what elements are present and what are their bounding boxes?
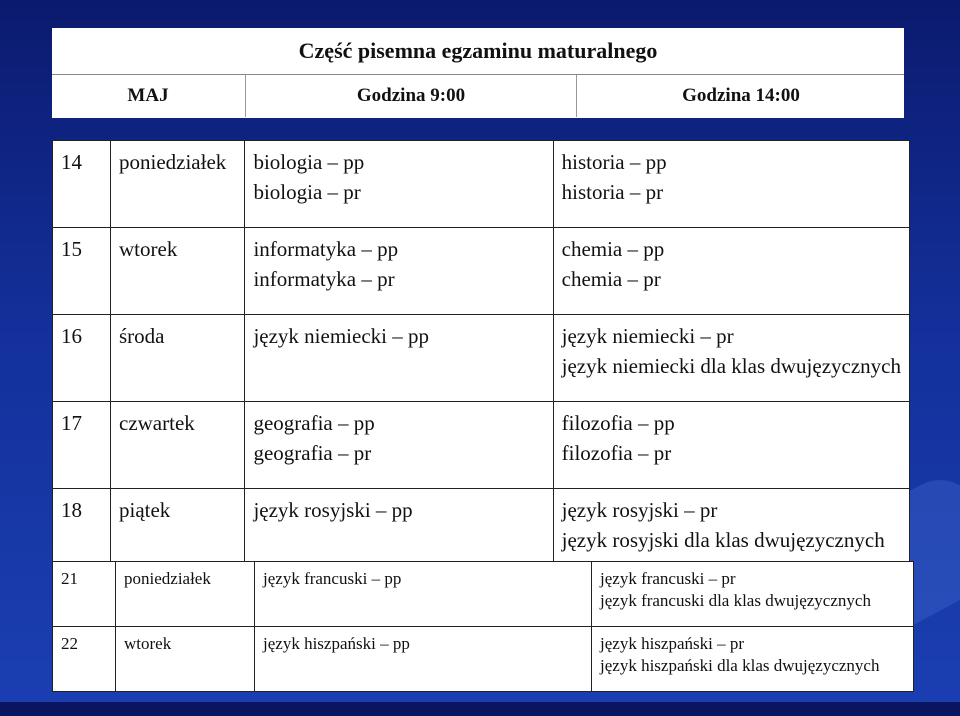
morning-exams	[245, 315, 553, 402]
afternoon-exams	[592, 562, 914, 627]
exam-item: biologia – pr	[253, 180, 361, 204]
afternoon-exams	[553, 315, 909, 402]
weekday: czwartek	[111, 402, 245, 489]
morning-exams	[255, 627, 592, 692]
table-row	[53, 228, 910, 315]
weekday: poniedziałek	[111, 141, 245, 228]
exam-item: historia – pr	[561, 180, 664, 204]
weekday: poniedziałek	[116, 562, 255, 627]
exam-item: geografia – pp	[253, 411, 375, 435]
morning-exams	[255, 562, 592, 627]
exam-item: informatyka – pr	[253, 267, 395, 291]
morning-exams	[245, 228, 553, 315]
exam-item: chemia – pp	[561, 237, 665, 261]
exam-item: biologia – pp	[253, 150, 365, 174]
table-row	[53, 402, 910, 489]
afternoon-exams	[553, 402, 909, 489]
table-row	[53, 562, 914, 627]
exam-item: język niemiecki dla klas dwujęzycznych	[561, 354, 901, 378]
schedule-table-week1	[52, 140, 910, 576]
header-morning: Godzina 9:00	[245, 75, 576, 117]
exam-item: język rosyjski dla klas dwujęzycznych	[561, 528, 885, 552]
exam-item: język niemiecki – pp	[253, 324, 429, 348]
exam-item: język francuski – pp	[263, 569, 402, 588]
afternoon-exams	[553, 228, 909, 315]
exam-item: informatyka – pp	[253, 237, 399, 261]
day-number: 18	[53, 489, 111, 576]
schedule-table-week2	[52, 561, 914, 692]
exam-item: język rosyjski – pr	[561, 498, 718, 522]
day-number: 22	[53, 627, 116, 692]
day-number: 14	[53, 141, 111, 228]
exam-item: język francuski dla klas dwujęzycznych	[600, 591, 871, 610]
exam-item: język rosyjski – pp	[253, 498, 413, 522]
weekday: środa	[111, 315, 245, 402]
exam-item: filozofia – pr	[561, 441, 672, 465]
afternoon-exams	[592, 627, 914, 692]
exam-item: chemia – pr	[561, 267, 661, 291]
page-title: Część pisemna egzaminu maturalnego	[52, 28, 904, 75]
exam-item: język hiszpański dla klas dwujęzycznych	[600, 656, 880, 675]
weekday: piątek	[111, 489, 245, 576]
header-month: MAJ	[127, 85, 169, 106]
table-row	[53, 627, 914, 692]
header-panel	[52, 28, 904, 118]
table-row	[53, 141, 910, 228]
exam-item: język francuski – pr	[600, 569, 736, 588]
morning-exams	[245, 141, 553, 228]
weekday: wtorek	[116, 627, 255, 692]
exam-item: historia – pp	[561, 150, 667, 174]
header-afternoon: Godzina 14:00	[576, 75, 905, 117]
day-number: 21	[53, 562, 116, 627]
day-number: 15	[53, 228, 111, 315]
exam-item: filozofia – pp	[561, 411, 675, 435]
bottom-stripe	[0, 702, 960, 716]
exam-item: język hiszpański – pr	[600, 634, 744, 653]
exam-item: geografia – pr	[253, 441, 372, 465]
day-number: 17	[53, 402, 111, 489]
morning-exams	[245, 402, 553, 489]
day-number: 16	[53, 315, 111, 402]
exam-item: język niemiecki – pr	[561, 324, 734, 348]
weekday: wtorek	[111, 228, 245, 315]
exam-item: język hiszpański – pp	[263, 634, 410, 653]
table-row	[53, 315, 910, 402]
afternoon-exams	[553, 141, 909, 228]
